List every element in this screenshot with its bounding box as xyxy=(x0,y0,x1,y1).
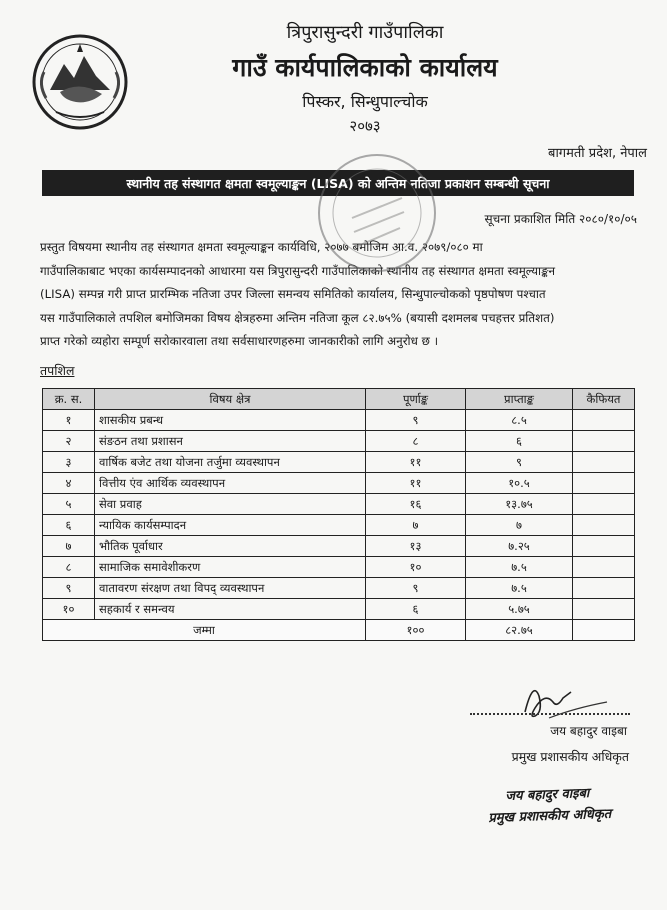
total-full-marks: १०० xyxy=(366,620,466,641)
signature-icon xyxy=(505,672,615,728)
obtained-cell: ७.५ xyxy=(466,557,573,578)
remarks-cell xyxy=(573,557,635,578)
full-marks-cell: ९ xyxy=(366,578,466,599)
table-row xyxy=(43,557,635,578)
table-row xyxy=(43,599,635,620)
serial-cell: १० xyxy=(43,599,95,620)
area-cell: वार्षिक बजेट तथा योजना तर्जुमा व्यवस्थापन xyxy=(95,452,366,473)
area-cell: सहकार्य र समन्वय xyxy=(95,599,366,620)
full-marks-cell: ७ xyxy=(366,515,466,536)
obtained-cell: ७ xyxy=(466,515,573,536)
full-marks-cell: ६ xyxy=(366,599,466,620)
province-label: बागमती प्रदेश, नेपाल xyxy=(548,146,647,161)
results-table xyxy=(42,388,635,641)
area-cell: सामाजिक समावेशीकरण xyxy=(95,557,366,578)
stamped-name: जय बहादुर वाइबा xyxy=(505,786,590,804)
obtained-cell: ६ xyxy=(466,431,573,452)
remarks-cell xyxy=(573,431,635,452)
area-cell: वित्तीय एंव आर्थिक व्यवस्थापन xyxy=(95,473,366,494)
table-row xyxy=(43,494,635,515)
municipality-name: त्रिपुरासुन्दरी गाउँपालिका xyxy=(286,22,444,43)
body-line: यस गाउँपालिकाले तपशिल बमोजिमका विषय क्षेत्रहरुमा अन्तिम नतिजा कूल ८२.७५% (बयासी दशमलब पचहत्तर प्रतिशत) xyxy=(40,310,555,325)
signatory-name: जय बहादुर वाइबा xyxy=(550,724,627,738)
full-marks-cell: १३ xyxy=(366,536,466,557)
table-row xyxy=(43,473,635,494)
signature-line xyxy=(470,713,630,715)
office-address: पिस्कर, सिन्धुपाल्चोक xyxy=(302,92,428,111)
nepal-emblem-icon xyxy=(30,32,130,132)
obtained-cell: १३.७५ xyxy=(466,494,573,515)
col-header-full-marks: पूर्णाङ्क xyxy=(366,389,466,410)
total-obtained: ८२.७५ xyxy=(466,620,573,641)
office-stamp-icon xyxy=(312,148,442,278)
body-line: (LISA) सम्पन्न गरी प्राप्त प्रारम्भिक नतिजा उपर जिल्ला समन्वय समितिको कार्यालय, सिन्धुपाल्चोकको पृष्ठपोषण पश्चात xyxy=(40,287,546,301)
serial-cell: १ xyxy=(43,410,95,431)
table-row xyxy=(43,515,635,536)
full-marks-cell: ९ xyxy=(366,410,466,431)
table-row xyxy=(43,431,635,452)
schedule-heading: तपशिल xyxy=(40,363,75,378)
col-header-remarks: कैफियत xyxy=(573,389,635,410)
signatory-title: प्रमुख प्रशासकीय अधिकृत xyxy=(511,749,629,764)
full-marks-cell: १६ xyxy=(366,494,466,515)
remarks-cell xyxy=(573,578,635,599)
serial-cell: २ xyxy=(43,431,95,452)
remarks-cell xyxy=(573,515,635,536)
remarks-cell xyxy=(573,452,635,473)
area-cell: सेवा प्रवाह xyxy=(95,494,366,515)
body-line: गाउँपालिकाबाट भएका कार्यसम्पादनको आधारमा यस त्रिपुरासुन्दरी गाउँपालिकाको स्थानीय तह संस्थागत क्षमता स्वमूल्याङ्कन xyxy=(40,263,556,278)
area-cell: न्यायिक कार्यसम्पादन xyxy=(95,515,366,536)
area-cell: वातावरण संरक्षण तथा विपद् व्यवस्थापन xyxy=(95,578,366,599)
remarks-cell xyxy=(573,536,635,557)
total-remarks xyxy=(573,620,635,641)
stamped-title: प्रमुख प्रशासकीय अधिकृत xyxy=(488,806,612,826)
area-cell: शासकीय प्रबन्ध xyxy=(95,410,366,431)
remarks-cell xyxy=(573,494,635,515)
publish-date: सूचना प्रकाशित मिति २०८०/१०/०५ xyxy=(484,212,637,226)
remarks-cell xyxy=(573,599,635,620)
table-row xyxy=(43,536,635,557)
total-row xyxy=(43,620,635,641)
table-row xyxy=(43,410,635,431)
full-marks-cell: ११ xyxy=(366,452,466,473)
office-name: गाउँ कार्यपालिकाको कार्यालय xyxy=(232,53,498,82)
serial-cell: ६ xyxy=(43,515,95,536)
serial-cell: ४ xyxy=(43,473,95,494)
established-year: २०७३ xyxy=(349,117,381,135)
body-line: प्रस्तुत विषयमा स्थानीय तह संस्थागत क्षमता स्वमूल्याङ्कन कार्यविधि, २०७७ बमोजिम आ.व. २०७९/०८० मा xyxy=(40,240,483,254)
obtained-cell: १०.५ xyxy=(466,473,573,494)
obtained-cell: ९ xyxy=(466,452,573,473)
notice-title: स्थानीय तह संस्थागत क्षमता स्वमूल्याङ्कन (LISA) को अन्तिम नतिजा प्रकाशन सम्बन्धी सूचना xyxy=(42,170,634,196)
remarks-cell xyxy=(573,410,635,431)
total-label: जम्मा xyxy=(43,620,366,641)
serial-cell: ७ xyxy=(43,536,95,557)
obtained-cell: ७.२५ xyxy=(466,536,573,557)
table-row xyxy=(43,578,635,599)
body-line: प्राप्त गरेको व्यहोरा सम्पूर्ण सरोकारवाला तथा सर्वसाधारणहरुमा जानकारीको लागि अनुरोध छ । xyxy=(40,334,439,348)
obtained-cell: ८.५ xyxy=(466,410,573,431)
remarks-cell xyxy=(573,473,635,494)
col-header-obtained: प्राप्ताङ्क xyxy=(466,389,573,410)
full-marks-cell: ८ xyxy=(366,431,466,452)
obtained-cell: ५.७५ xyxy=(466,599,573,620)
table-header-row xyxy=(43,389,635,410)
serial-cell: ५ xyxy=(43,494,95,515)
area-cell: भौतिक पूर्वाधार xyxy=(95,536,366,557)
area-cell: संङठन तथा प्रशासन xyxy=(95,431,366,452)
serial-cell: ३ xyxy=(43,452,95,473)
full-marks-cell: ११ xyxy=(366,473,466,494)
serial-cell: ८ xyxy=(43,557,95,578)
col-header-area: विषय क्षेत्र xyxy=(95,389,366,410)
full-marks-cell: १० xyxy=(366,557,466,578)
obtained-cell: ७.५ xyxy=(466,578,573,599)
table-row xyxy=(43,452,635,473)
col-header-serial: क्र. स. xyxy=(43,389,95,410)
serial-cell: ९ xyxy=(43,578,95,599)
